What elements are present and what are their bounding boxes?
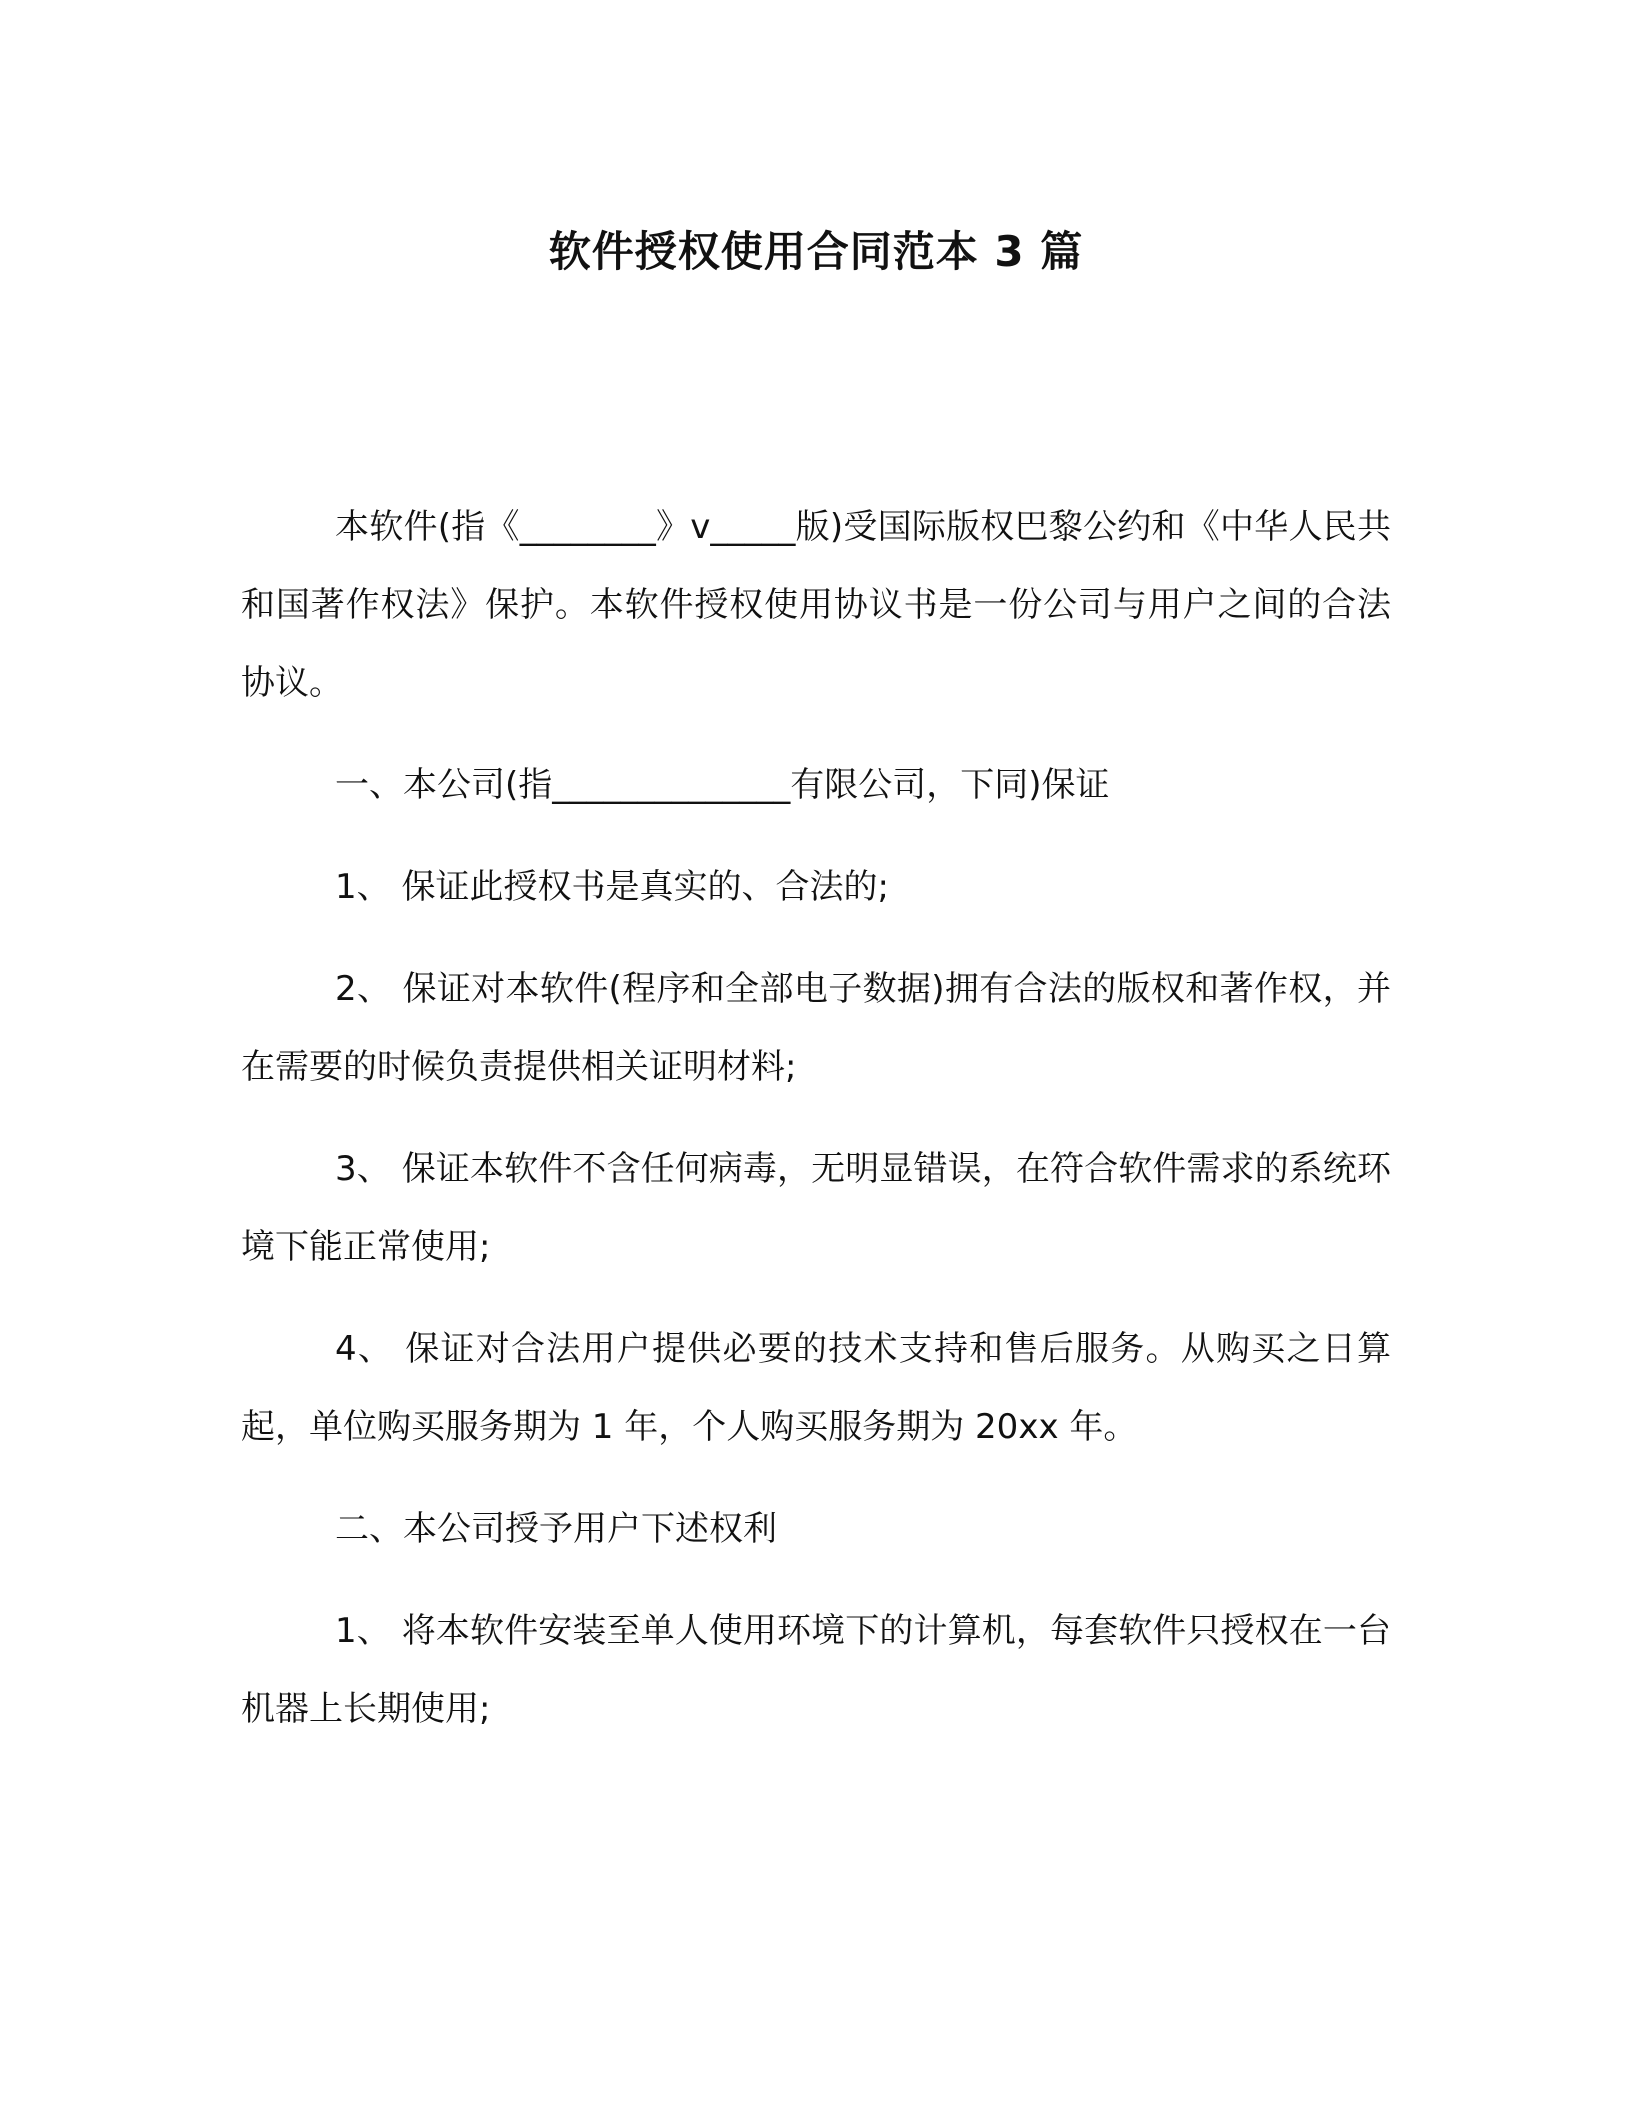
clause-1-3: 3、 保证本软件不含任何病毒，无明显错误，在符合软件需求的系统环境下能正常使用; (241, 1149, 1391, 1267)
section-heading-2: 二、本公司授予用户下述权利 (335, 1509, 777, 1549)
clause-2-1: 1、 将本软件安装至单人使用环境下的计算机，每套软件只授权在一台机器上长期使用; (241, 1611, 1391, 1729)
clause-1-1: 1、 保证此授权书是真实的、合法的; (335, 867, 889, 907)
document-body (241, 488, 1391, 1772)
section-heading-1: 一、本公司(指______________有限公司，下同)保证 (335, 765, 1110, 805)
paragraph-intro: 本软件(指《________》v_____版)受国际版权巴黎公约和《中华人民共和国著作权法》保护。本软件授权使用协议书是一份公司与用户之间的合法协议。 (241, 507, 1391, 703)
clause-1-4: 4、 保证对合法用户提供必要的技术支持和售后服务。从购买之日算起，单位购买服务期为 1 年，个人购买服务期为 20xx 年。 (241, 1329, 1391, 1447)
clause-1-2: 2、 保证对本软件(程序和全部电子数据)拥有合法的版权和著作权，并在需要的时候负责提供相关证明材料; (241, 969, 1391, 1087)
document-title: 软件授权使用合同范本 3 篇 (548, 227, 1084, 276)
